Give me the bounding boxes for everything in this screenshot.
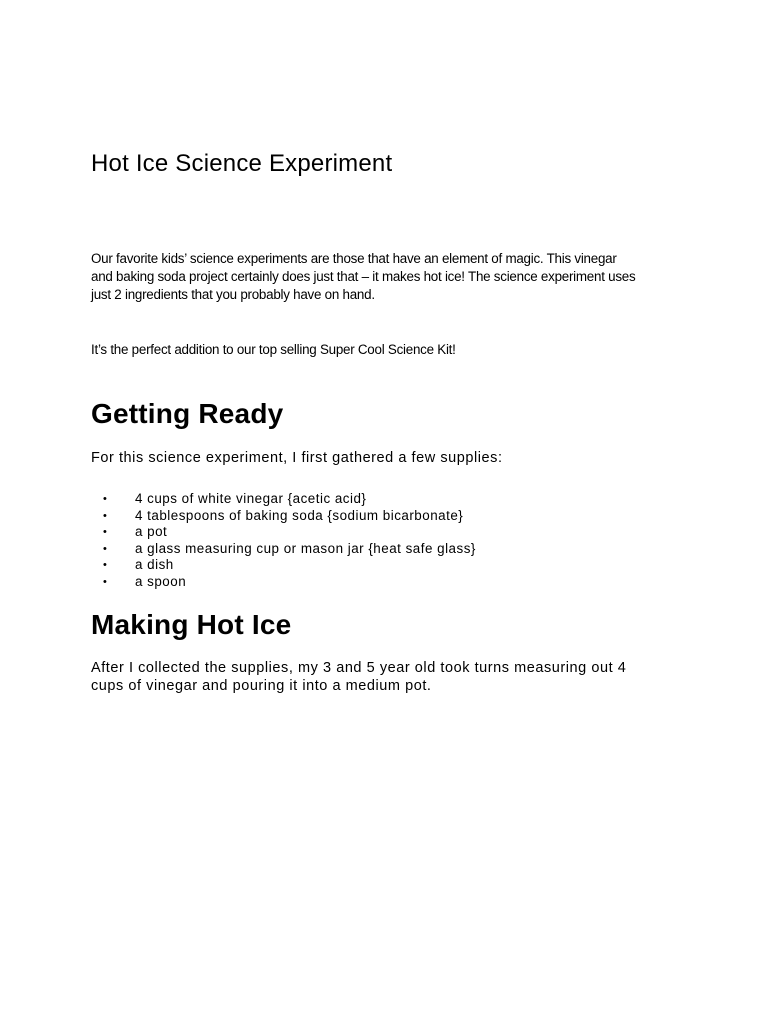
intro-line: and baking soda project certainly does just that – it makes hot ice! The science experiment uses [91, 269, 636, 284]
bullet-icon: • [103, 542, 108, 555]
list-item-text: a pot [135, 524, 168, 539]
making-hot-ice-paragraph [91, 659, 626, 695]
list-item-text: 4 cups of white vinegar {acetic acid} [135, 491, 367, 506]
intro-paragraph [91, 250, 691, 304]
intro-line: just 2 ingredients that you probably have on hand. [91, 287, 375, 302]
bullet-icon: • [103, 526, 108, 538]
section-heading-making-hot-ice: Making Hot Ice [91, 609, 292, 640]
promo-paragraph: It’s the perfect addition to our top selling Super Cool Science Kit! [91, 342, 456, 357]
bullet-icon: • [103, 493, 108, 505]
intro-line: Our favorite kids’ science experiments are those that have an element of magic. This vinegar [91, 251, 617, 266]
bullet-icon: • [103, 509, 108, 522]
document-title: Hot Ice Science Experiment [91, 150, 393, 177]
section-heading-getting-ready: Getting Ready [91, 398, 284, 429]
supplies-intro-text: For this science experiment, I first gathered a few supplies: [91, 450, 503, 466]
paragraph-line: After I collected the supplies, my 3 and 5 year old took turns measuring out 4 [91, 660, 627, 676]
list-item-text: a glass measuring cup or mason jar {heat safe glass} [135, 540, 476, 556]
list-item-text: 4 tablespoons of baking soda {sodium bicarbonate} [135, 507, 464, 523]
list-item-text: a spoon [135, 573, 187, 589]
bullet-icon: • [103, 559, 108, 571]
paragraph-line: cups of vinegar and pouring it into a medium pot. [91, 678, 432, 694]
list-item-text: a dish [135, 557, 174, 572]
bullet-icon: • [103, 575, 108, 588]
